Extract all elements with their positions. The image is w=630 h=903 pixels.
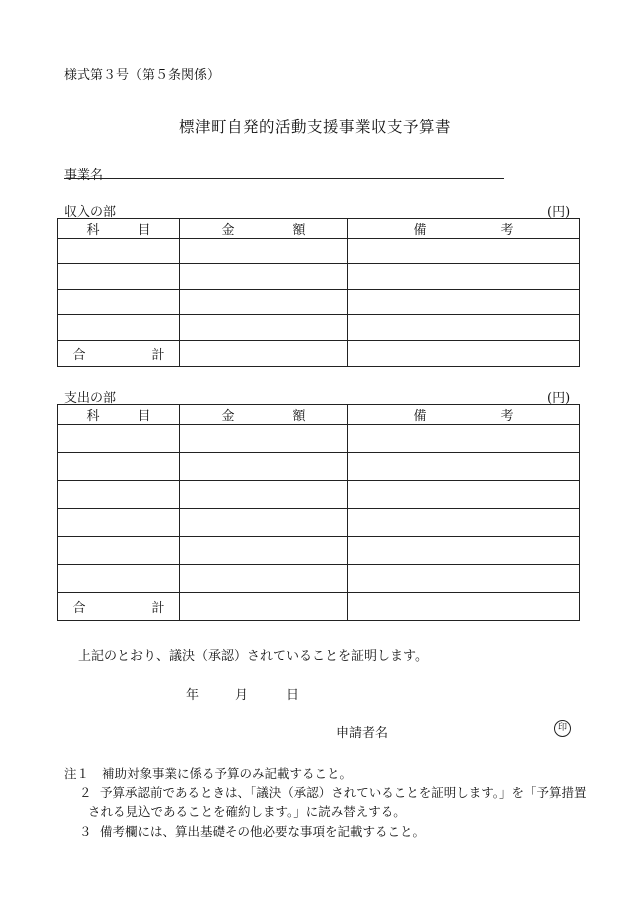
income-total-label: 合 計	[58, 341, 180, 367]
income-header-biko: 備 考	[348, 219, 580, 239]
table-row	[58, 290, 580, 315]
expense-header-row	[58, 405, 580, 425]
income-table	[57, 218, 580, 367]
income-total-row	[58, 341, 580, 367]
table-row	[58, 425, 580, 453]
form-number: 様式第３号（第５条関係）	[64, 68, 221, 83]
income-unit: (円)	[547, 205, 571, 220]
document-title: 標津町自発的活動支援事業収支予算書	[178, 118, 451, 136]
table-row	[58, 239, 580, 264]
table-row	[58, 481, 580, 509]
expense-table	[57, 404, 580, 621]
expense-unit: (円)	[547, 391, 571, 406]
project-name-line	[64, 178, 504, 179]
note-1-number: 注１	[64, 766, 90, 781]
expense-header-kingaku: 金 額	[180, 405, 348, 425]
project-name-label: 事業名	[64, 168, 104, 183]
table-row	[58, 315, 580, 341]
note-3-number: ３	[79, 824, 92, 839]
note-2-number: ２	[79, 785, 92, 800]
table-row	[58, 453, 580, 481]
note-2-line-1: 予算承認前であるときは、「議決（承認）されていることを証明します。」を「予算措置	[100, 785, 587, 800]
note-3-text: 備考欄には、算出基礎その他必要な事項を記載すること。	[100, 824, 426, 839]
date-month-label: 月	[235, 688, 249, 703]
certification-statement: 上記のとおり、議決（承認）されていることを証明します。	[78, 649, 428, 664]
date-day-label: 日	[286, 688, 300, 703]
income-header-row	[58, 219, 580, 239]
note-1-text: 補助対象事業に係る予算のみ記載すること。	[102, 766, 353, 781]
income-header-kingaku: 金 額	[180, 219, 348, 239]
expense-header-kamoku: 科 目	[58, 405, 180, 425]
table-row	[58, 537, 580, 565]
income-section-label: 収入の部	[64, 205, 117, 220]
date-year-label: 年	[186, 688, 200, 703]
expense-total-label: 合 計	[58, 593, 180, 621]
expense-section-label: 支出の部	[64, 391, 117, 406]
applicant-name-label: 申請者名	[336, 726, 389, 741]
expense-total-row	[58, 593, 580, 621]
seal-mark: 印	[554, 720, 571, 737]
table-row	[58, 509, 580, 537]
note-2-line-2: される見込であることを確約します。」に読み替えする。	[88, 804, 406, 819]
expense-header-biko: 備 考	[348, 405, 580, 425]
income-header-kamoku: 科 目	[58, 219, 180, 239]
table-row	[58, 264, 580, 290]
table-row	[58, 565, 580, 593]
